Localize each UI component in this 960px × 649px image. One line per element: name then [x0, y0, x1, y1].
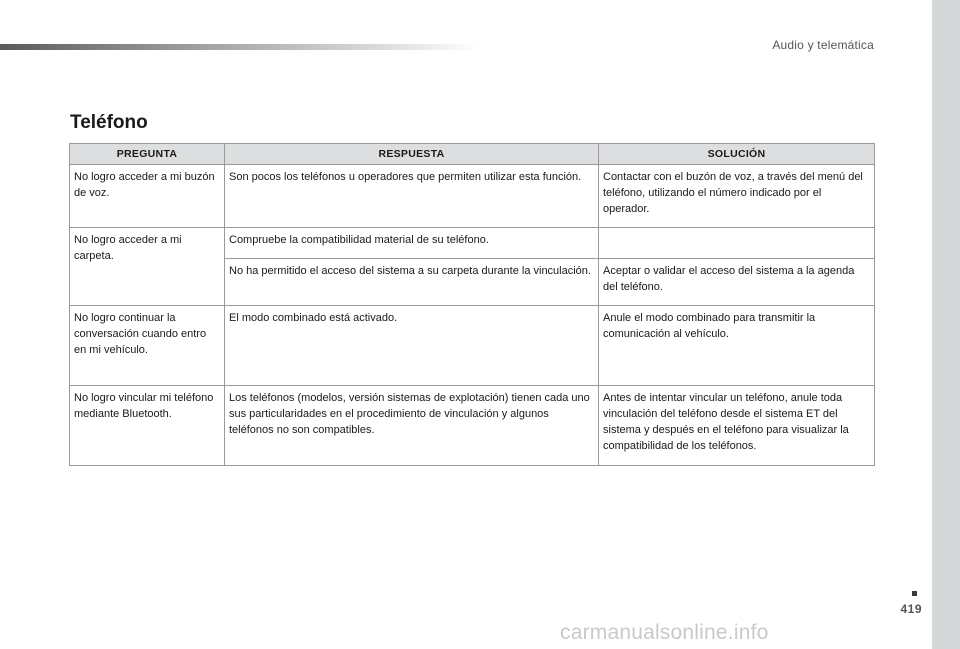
table-row [70, 228, 875, 259]
table-header-row [70, 144, 875, 165]
watermark: carmanualsonline.info [560, 621, 769, 644]
table-row [70, 165, 875, 228]
page-title: Teléfono [70, 112, 148, 133]
solution-cell: Anule el modo combinado para transmitir la comunicación al vehículo. [599, 306, 875, 386]
question-cell: No logro acceder a mi carpeta. [70, 228, 225, 306]
question-cell: No logro acceder a mi buzón de voz. [70, 165, 225, 228]
solution-cell: Aceptar o validar el acceso del sistema a la agenda del teléfono. [599, 259, 875, 306]
answer-cell: El modo combinado está activado. [225, 306, 599, 386]
faq-table [69, 143, 875, 466]
page-marker-icon [912, 591, 917, 596]
question-cell: No logro continuar la conversación cuando entro en mi vehículo. [70, 306, 225, 386]
answer-cell: Compruebe la compatibilidad material de su teléfono. [225, 228, 599, 259]
table-row [70, 386, 875, 466]
question-cell: No logro vincular mi teléfono mediante Bluetooth. [70, 386, 225, 466]
solution-cell [599, 228, 875, 259]
answer-cell: Los teléfonos (modelos, versión sistemas de explotación) tienen cada uno sus particularidades en el procedimiento de vinculación y algunos teléfonos no son compatibles. [225, 386, 599, 466]
section-label: Audio y telemática [772, 38, 874, 52]
solution-cell: Antes de intentar vincular un teléfono, anule toda vinculación del teléfono desde el sistema ET del sistema y después en el teléfono para visualizar la compatibilidad de los teléfonos. [599, 386, 875, 466]
header-question: PREGUNTA [70, 144, 225, 165]
table-row [70, 306, 875, 386]
answer-cell: No ha permitido el acceso del sistema a su carpeta durante la vinculación. [225, 259, 599, 306]
solution-cell: Contactar con el buzón de voz, a través del menú del teléfono, utilizando el número indicado por el operador. [599, 165, 875, 228]
header-rule [0, 44, 480, 50]
header-answer: RESPUESTA [225, 144, 599, 165]
page-number: 419 [900, 602, 922, 616]
page-side-tab [932, 0, 960, 649]
answer-cell: Son pocos los teléfonos u operadores que permiten utilizar esta función. [225, 165, 599, 228]
header-solution: SOLUCIÓN [599, 144, 875, 165]
